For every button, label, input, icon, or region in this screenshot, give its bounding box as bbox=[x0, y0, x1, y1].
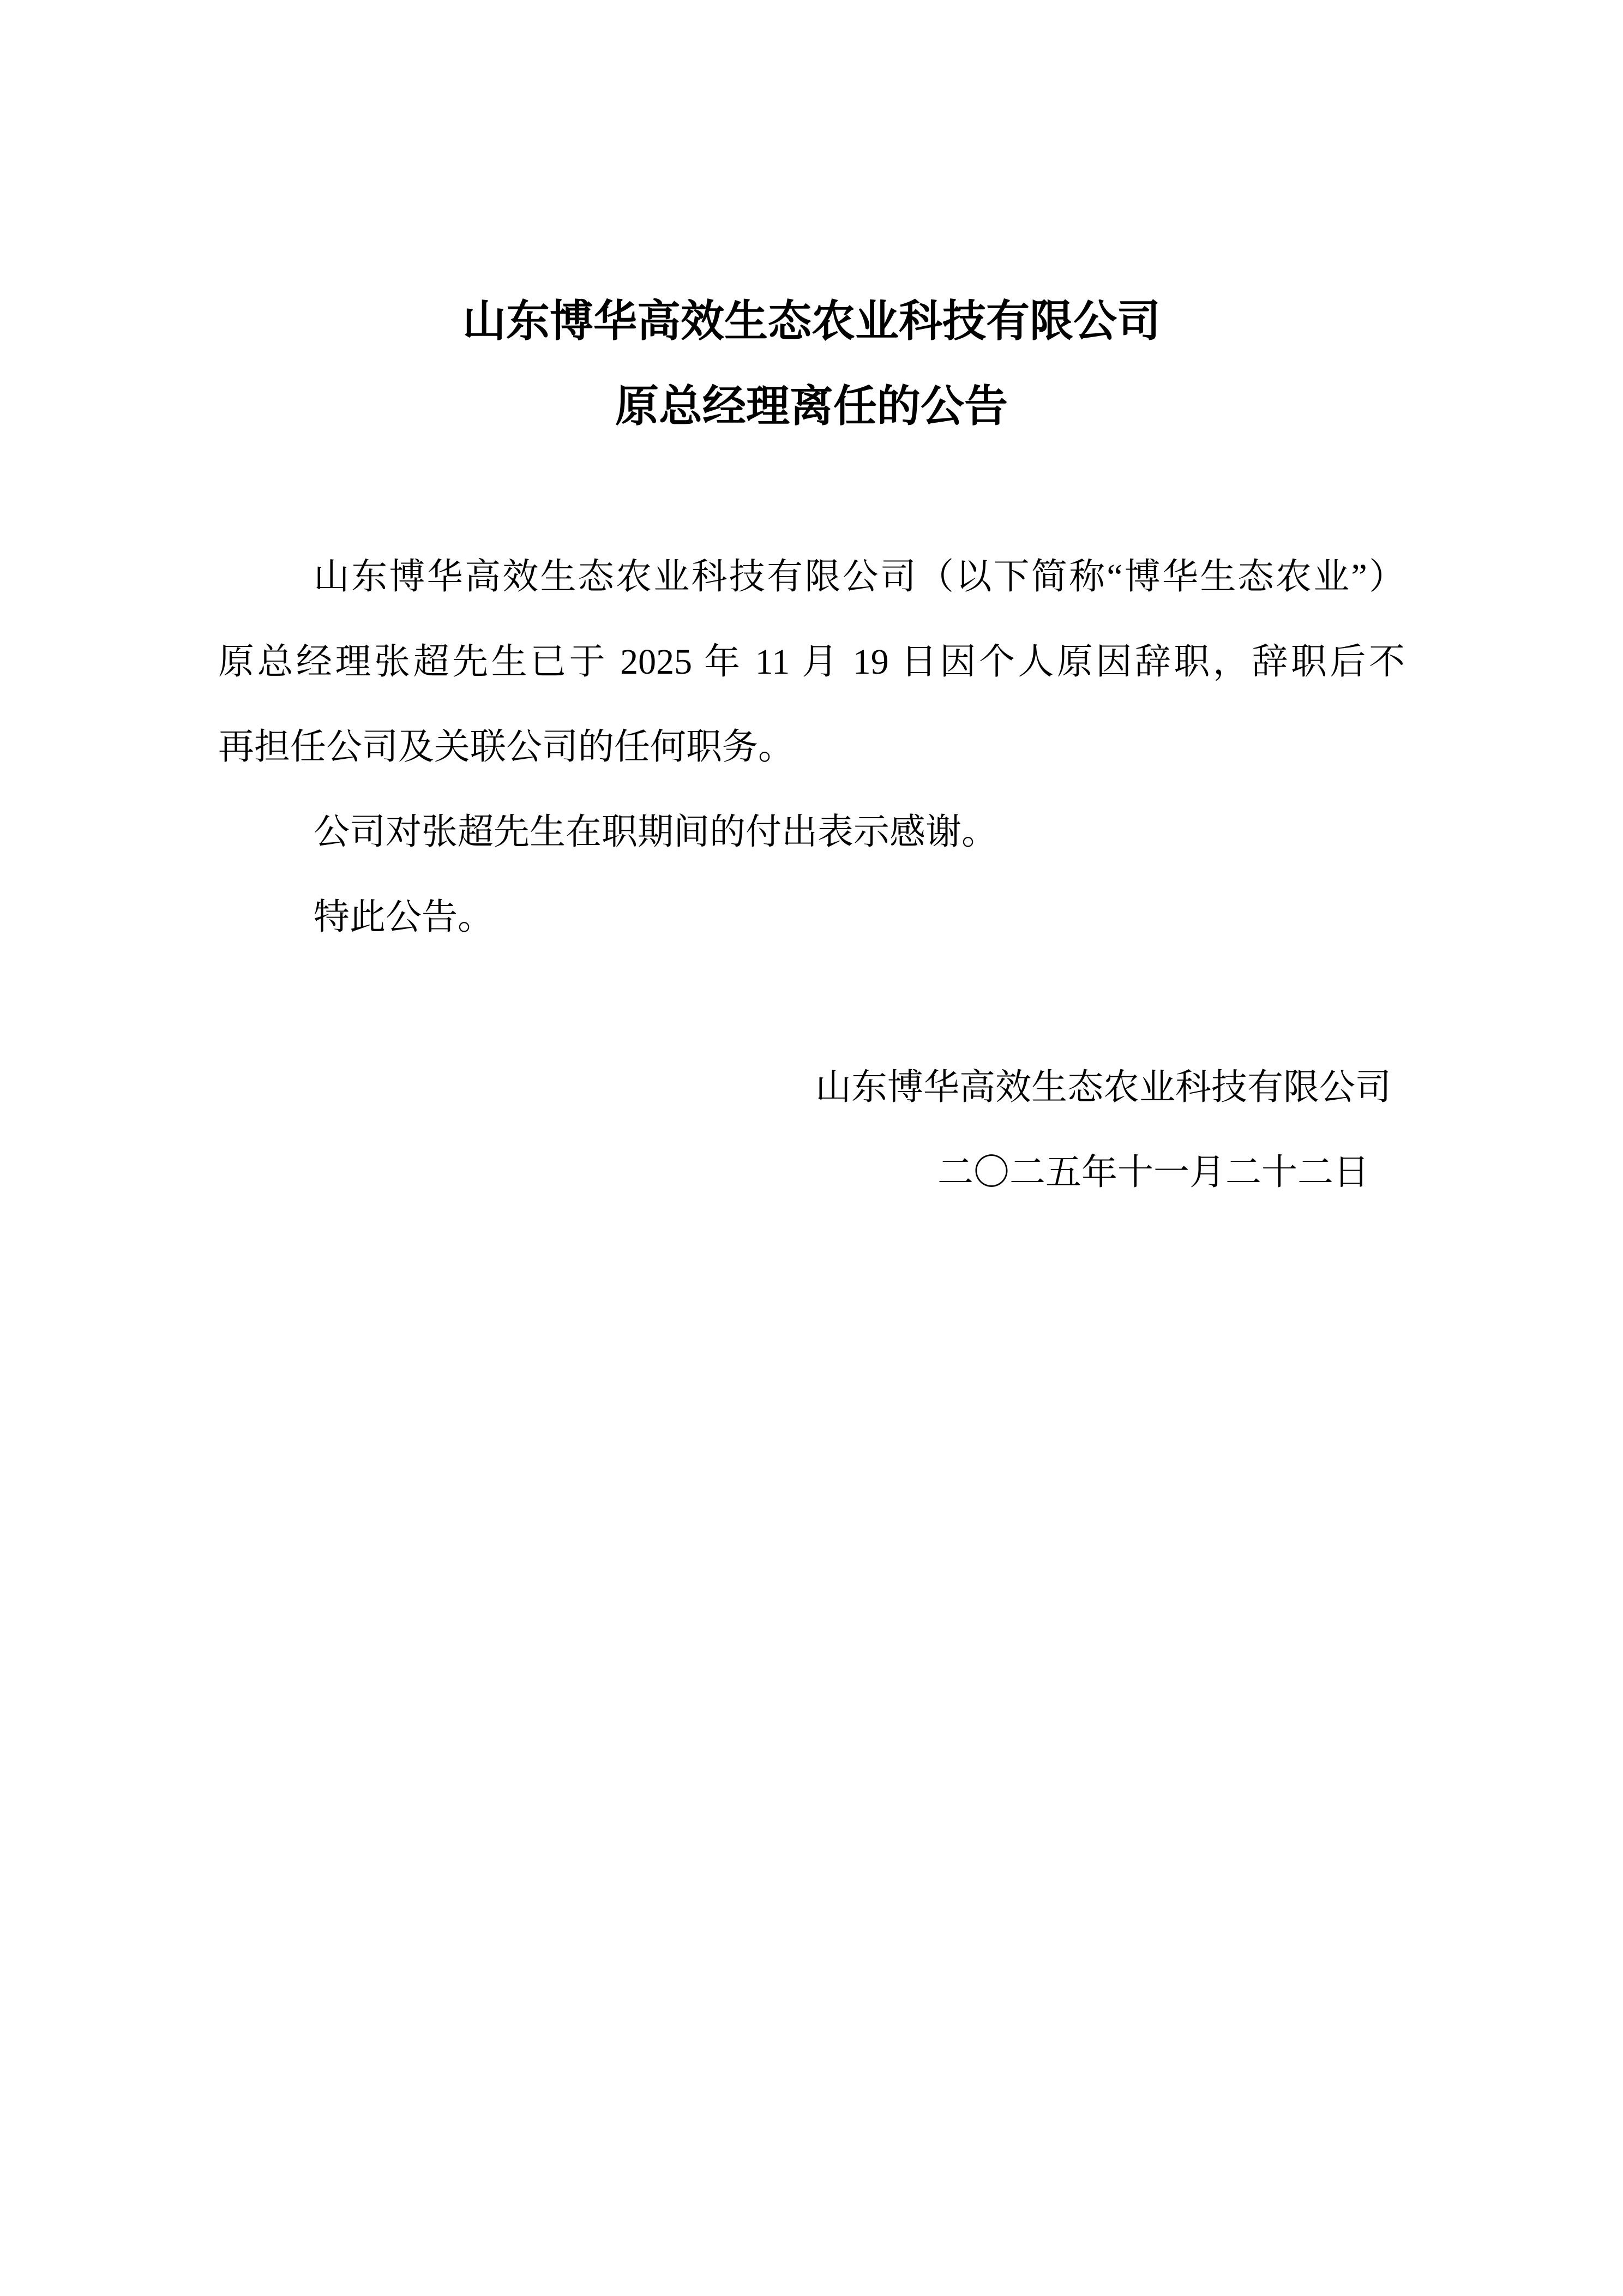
document-content bbox=[218, 279, 1405, 1215]
signature-company-name: 山东博华高效生态农业科技有限公司 bbox=[815, 1068, 1391, 1107]
paragraph1-line2: 原总经理张超先生已于 2025 年 11 月 19 日因个人原因辞职，辞职后不 bbox=[218, 642, 1405, 682]
paragraph3-closing-line: 特此公告。 bbox=[314, 897, 494, 937]
document-title-company-line: 山东博华高效生态农业科技有限公司 bbox=[462, 298, 1161, 346]
title-body-gap bbox=[218, 449, 1405, 535]
paragraph2-line: 公司对张超先生在职期间的付出表示感谢。 bbox=[314, 812, 997, 852]
paragraph1-line3: 再担任公司及关联公司的任何职务。 bbox=[218, 727, 794, 767]
signature-date: 二〇二五年十一月二十二日 bbox=[937, 1153, 1369, 1192]
paragraph1-line1: 山东博华高效生态农业科技有限公司（以下简称“博华生态农业”） bbox=[314, 557, 1405, 597]
document-title-subject-line: 原总经理离任的公告 bbox=[615, 383, 1008, 431]
body-signature-gap bbox=[218, 960, 1405, 1045]
